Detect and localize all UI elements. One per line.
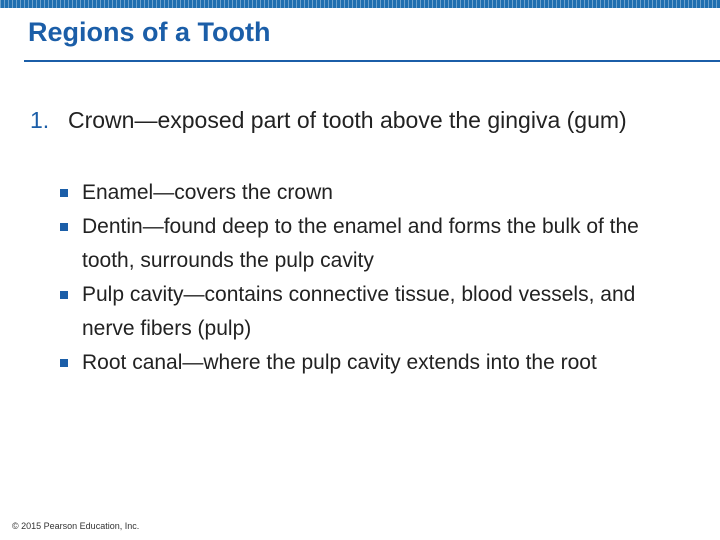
sub-bullet-text: Pulp cavity—contains connective tissue, blood vessels, and nerve fibers (pulp)	[82, 283, 636, 340]
numbered-point	[30, 104, 690, 137]
square-bullet-icon	[60, 189, 68, 197]
sub-bullet-text: Dentin—found deep to the enamel and forms the bulk of the tooth, surrounds the pulp cavity	[82, 215, 639, 272]
sub-bullet-item	[58, 176, 688, 210]
sub-bullet-text: Enamel—covers the crown	[82, 181, 333, 204]
top-decorative-band	[0, 0, 720, 8]
square-bullet-icon	[60, 291, 68, 299]
sub-bullet-list	[58, 176, 688, 380]
sub-bullet-item	[58, 210, 688, 278]
slide-title: Regions of a Tooth	[28, 17, 271, 47]
sub-bullet-text: Root canal—where the pulp cavity extends into the root	[82, 351, 597, 374]
point-text: Crown—exposed part of tooth above the gingiva (gum)	[68, 107, 627, 133]
point-number: 1.	[30, 107, 50, 133]
square-bullet-icon	[60, 223, 68, 231]
sub-bullet-item	[58, 346, 688, 380]
title-divider	[24, 60, 720, 62]
sub-bullet-item	[58, 278, 688, 346]
copyright-footer: © 2015 Pearson Education, Inc.	[12, 521, 140, 531]
square-bullet-icon	[60, 359, 68, 367]
